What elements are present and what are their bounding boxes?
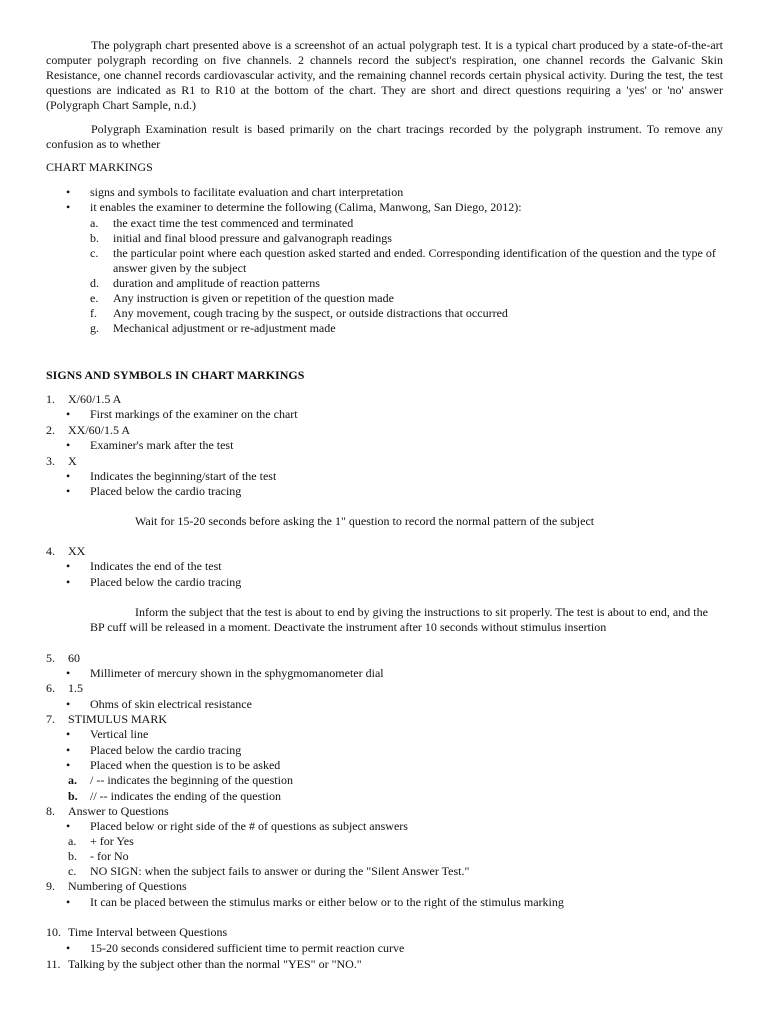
list-item: Numbering of Questions <box>68 879 187 893</box>
list-item: - for No <box>90 849 129 863</box>
list-number: 9. <box>46 879 55 893</box>
list-item: Mechanical adjustment or re-adjustment made <box>113 321 336 335</box>
list-letter: b. <box>68 789 78 803</box>
list-item: + for Yes <box>90 834 134 848</box>
list-item: X/60/1.5 A <box>68 392 122 406</box>
list-letter: a. <box>68 834 77 848</box>
list-item: X <box>68 454 77 468</box>
list-item: it enables the examiner to determine the following (Calima, Manwong, San Diego, 2012): <box>90 200 522 214</box>
list-item: the particular point where each question asked started and ended. Corresponding identification of the question and the type of answer given by the subject <box>113 246 716 275</box>
list-item: Placed below the cardio tracing <box>90 484 242 498</box>
list-item: Placed below the cardio tracing <box>90 743 242 757</box>
list-item: Vertical line <box>90 727 149 741</box>
intro-paragraph-1: The polygraph chart presented above is a screenshot of an actual polygraph test. It is a typical chart produced by a state-of-the-art computer polygraph recording on five channels. 2 channels record the subject's respiration, one channel records the Galvanic Skin Resistance, one channel records cardiovascular activity, and the remaining channel records certain physical activity. During the test, the test questions are indicated as R1 to R10 at the bottom of the chart. They are short and direct questions requiring a 'yes' or 'no' answer (Polygraph Chart Sample, n.d.) <box>46 38 723 112</box>
list-item: Any instruction is given or repetition of the question made <box>113 291 394 305</box>
list-item: // -- indicates the ending of the question <box>90 789 281 803</box>
list-letter: b. <box>68 849 77 863</box>
list-item: Indicates the end of the test <box>90 559 222 573</box>
list-item: 1.5 <box>68 681 83 695</box>
bullet-icon <box>66 185 74 200</box>
list-item: Talking by the subject other than the normal "YES" or "NO." <box>68 957 362 971</box>
list-item: Millimeter of mercury shown in the sphygmomanometer dial <box>90 666 384 680</box>
list-item: Answer to Questions <box>68 804 169 818</box>
list-number: 2. <box>46 423 55 437</box>
list-number: 7. <box>46 712 55 726</box>
list-letter: d. <box>90 276 99 290</box>
list-letter: c. <box>68 864 77 878</box>
list-item: It can be placed between the stimulus marks or either below or to the right of the stimulus marking <box>90 895 564 909</box>
bullet-icon <box>66 727 74 742</box>
list-number: 4. <box>46 544 55 558</box>
list-item: Ohms of skin electrical resistance <box>90 697 252 711</box>
bullet-icon <box>66 697 74 712</box>
bullet-icon <box>66 743 74 758</box>
bullet-icon <box>66 575 74 590</box>
bullet-icon <box>66 941 74 956</box>
list-item: / -- indicates the beginning of the question <box>90 773 293 787</box>
intro-paragraph-2: Polygraph Examination result is based primarily on the chart tracings recorded by the polygraph instrument. To remove any confusion as to whether <box>46 122 723 151</box>
list-number: 10. <box>46 925 61 939</box>
note-text: Wait for 15-20 seconds before asking the 1" question to record the normal pattern of the subject <box>135 514 595 528</box>
list-number: 8. <box>46 804 55 818</box>
list-item: the exact time the test commenced and terminated <box>113 216 354 230</box>
bullet-icon <box>66 559 74 574</box>
list-letter: f. <box>90 306 97 320</box>
list-item: Time Interval between Questions <box>68 925 228 939</box>
list-letter: g. <box>90 321 99 335</box>
list-number: 3. <box>46 454 55 468</box>
list-item: 15-20 seconds considered sufficient time to permit reaction curve <box>90 941 405 955</box>
list-number: 1. <box>46 392 55 406</box>
list-item: Examiner's mark after the test <box>90 438 234 452</box>
bullet-icon <box>66 484 74 499</box>
list-letter: c. <box>90 246 99 260</box>
list-item: Placed below or right side of the # of questions as subject answers <box>90 819 408 833</box>
list-number: 6. <box>46 681 55 695</box>
list-item: Placed when the question is to be asked <box>90 758 281 772</box>
list-item: signs and symbols to facilitate evaluation and chart interpretation <box>90 185 404 199</box>
bullet-icon <box>66 407 74 422</box>
list-item: NO SIGN: when the subject fails to answer or during the "Silent Answer Test." <box>90 864 470 878</box>
bullet-icon <box>66 666 74 681</box>
list-item: 60 <box>68 651 80 665</box>
bullet-icon <box>66 895 74 910</box>
signs-heading: SIGNS AND SYMBOLS IN CHART MARKINGS <box>46 368 305 382</box>
list-number: 11. <box>46 957 61 971</box>
list-number: 5. <box>46 651 55 665</box>
list-item: initial and final blood pressure and galvanograph readings <box>113 231 392 245</box>
list-letter: e. <box>90 291 99 305</box>
list-letter: b. <box>90 231 99 245</box>
list-item: First markings of the examiner on the chart <box>90 407 298 421</box>
list-letter: a. <box>68 773 77 787</box>
bullet-icon <box>66 438 74 453</box>
list-item: Placed below the cardio tracing <box>90 575 242 589</box>
bullet-icon <box>66 200 74 215</box>
bullet-icon <box>66 469 74 484</box>
list-item: Any movement, cough tracing by the suspect, or outside distractions that occurred <box>113 306 508 320</box>
list-item: STIMULUS MARK <box>68 712 168 726</box>
list-item: duration and amplitude of reaction patterns <box>113 276 320 290</box>
bullet-icon <box>66 819 74 834</box>
list-letter: a. <box>90 216 99 230</box>
list-item: XX <box>68 544 86 558</box>
bullet-icon <box>66 758 74 773</box>
list-item: Indicates the beginning/start of the test <box>90 469 277 483</box>
chart-markings-heading: CHART MARKINGS <box>46 160 153 174</box>
note-text: Inform the subject that the test is about to end by giving the instructions to sit properly. The test is about to end, and the BP cuff will be released in a moment. Deactivate the instrument after 10 seconds without stimulus insertion <box>90 605 708 634</box>
list-item: XX/60/1.5 A <box>68 423 131 437</box>
